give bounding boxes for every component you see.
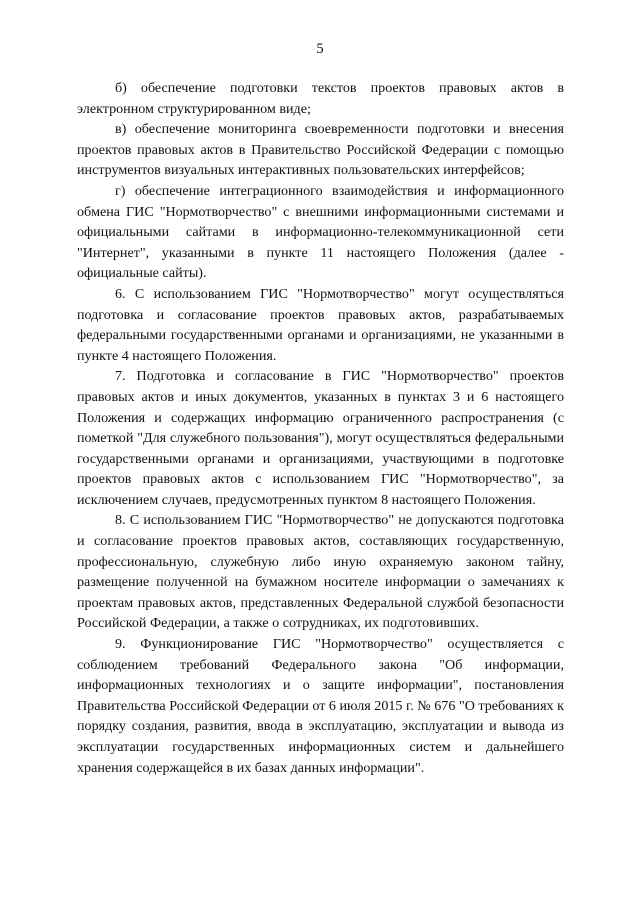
paragraph-clause-7: 7. Подготовка и согласование в ГИС "Нормотворчество" проектов правовых актов и иных документов, указанных в пунктах 3 и 6 настоящего Положения и содержащих информацию ограниченного распространения (с пометкой "Для служебного пользования"), могут осуществляться федеральными государственными органами и организациями, участвующими в подготовке проектов правовых актов с использованием ГИС "Нормотворчество", за исключением случаев, предусмотренных пунктом 8 настоящего Положения.	[77, 368, 564, 508]
paragraph-clause-6: 6. С использованием ГИС "Нормотворчество" могут осуществляться подготовка и согласование проектов правовых актов, разрабатываемых федеральными государственными органами и организациями, не указанными в пункте 4 настоящего Положения.	[77, 285, 564, 364]
paragraph-clause-8: 8. С использованием ГИС "Нормотворчество" не допускаются подготовка и согласование проектов правовых актов, составляющих государственную, профессиональную, служебную либо иную охраняемую законом тайну, размещение полученной на бумажном носителе информации о замечаниях к проектам правовых актов, представленных Федеральной службой безопасности Российской Федерации, а также о сотрудниках, их подготовивших.	[77, 512, 564, 632]
page-number: 5	[316, 41, 324, 57]
paragraph-g-item: г) обеспечение интеграционного взаимодействия и информационного обмена ГИС "Нормотворчество" с внешними информационными системами и официальными сайтами в информационно-телекоммуникационной сети "Интернет", указанными в пункте 11 настоящего Положения (далее - официальные сайты).	[77, 182, 564, 282]
document-body	[77, 78, 564, 778]
paragraph-clause-9: 9. Функционирование ГИС "Нормотворчество" осуществляется с соблюдением требований Федерального закона "Об информации, информационных технологиях и о защите информации", постановления Правительства Российской Федерации от 6 июля 2015 г. № 676 "О требованиях к порядку создания, развития, ввода в эксплуатацию, эксплуатации и вывода из эксплуатации государственных информационных систем и дальнейшего хранения содержащейся в их базах данных информации".	[77, 636, 564, 776]
paragraph-b-item: б) обеспечение подготовки текстов проектов правовых актов в электронном структурированном виде;	[77, 80, 564, 117]
paragraph-v-item: в) обеспечение мониторинга своевременности подготовки и внесения проектов правовых актов в Правительство Российской Федерации с помощью инструментов визуальных интерактивных пользовательских интерфейсов;	[77, 121, 564, 179]
